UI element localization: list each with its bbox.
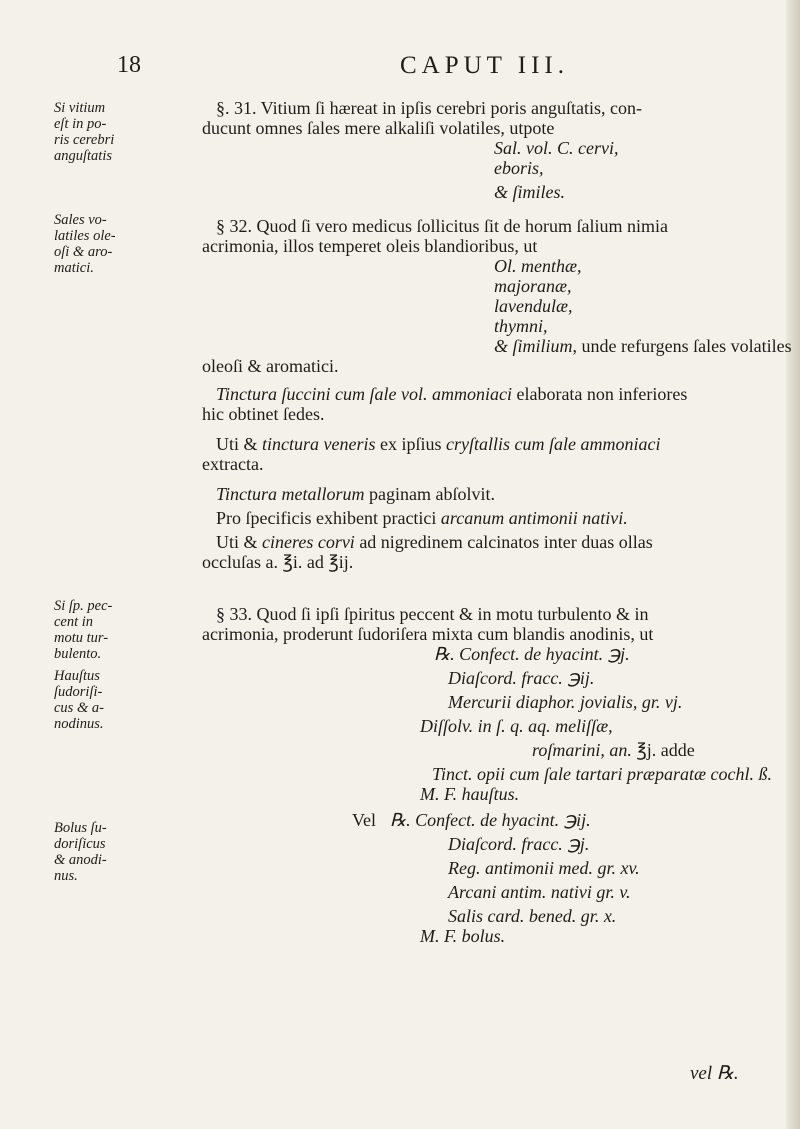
margin-line: oſi & aro- <box>54 244 113 260</box>
margin-line: ſudoriſi- <box>54 684 103 700</box>
margin-line: & anodi- <box>54 852 107 868</box>
text-part: , unde refurgens ſales volatiles <box>572 336 792 356</box>
formula-line: majoranæ, <box>494 276 572 296</box>
formula-line: Sal. vol. C. cervi, <box>494 138 619 158</box>
text-part: Uti & <box>216 434 263 454</box>
section-31 <box>202 98 798 202</box>
recipe-line: M. F. hauſtus. <box>420 784 520 804</box>
recipe-line: Arcani antim. nativi gr. v. <box>448 882 631 902</box>
margin-line: nus. <box>54 868 78 884</box>
text-part: Tinctura ſuccini cum ſale vol. ammoniaci <box>216 384 512 404</box>
recipe-line: Salis card. bened. gr. x. <box>448 906 617 926</box>
recipe-line: Mercurii diaphor. jovialis, gr. vj. <box>448 692 683 712</box>
recipe-line <box>202 740 798 760</box>
recipe-line: Diaſcord. fracc. ℈ij. <box>448 668 595 688</box>
recipe-line: Diſſolv. in ſ. q. aq. meliſſæ, <box>420 716 613 736</box>
margin-line: motu tur- <box>54 630 109 646</box>
catchword: vel ℞. <box>690 1063 739 1084</box>
margin-line: Si vitium <box>54 100 106 116</box>
recipe-part: roſmarini, an. <box>532 740 632 760</box>
margin-line: nodinus. <box>54 716 104 732</box>
margin-line: Sales vo- <box>54 212 107 228</box>
page-number: 18 <box>117 52 141 78</box>
text-line <box>202 434 798 454</box>
margin-note-3 <box>54 598 146 662</box>
text-part: elaborata non inferiores <box>511 384 688 404</box>
formula-line: & ſimiles. <box>494 182 565 202</box>
text-line <box>202 508 798 528</box>
formula-part: & ſimilium <box>494 336 573 356</box>
recipe-part: ℥j. adde <box>631 740 695 760</box>
margin-line: cus & a- <box>54 700 104 716</box>
text-line: oleoſi & aromatici. <box>202 356 339 376</box>
recipe-part: cochl. ß. <box>706 764 773 784</box>
margin-line: Si ſp. pec- <box>54 598 113 614</box>
text-part: Uti & <box>216 532 263 552</box>
margin-note-5 <box>54 820 146 884</box>
text-line: § 32. Quod ſi vero medicus ſollicitus ſit de horum ſalium nimia <box>216 216 668 236</box>
text-line <box>202 484 798 504</box>
margin-line: eſt in po- <box>54 116 107 132</box>
text-part: cryſtallis cum ſale ammoniaci <box>446 434 661 454</box>
text-part: tinctura veneris <box>262 434 376 454</box>
formula-line: eboris, <box>494 158 544 178</box>
text-part: ad nigredinem calcinatos inter duas ollas <box>354 532 653 552</box>
text-line: §. 31. Vitium ſi hæreat in ipſis cerebri poris anguſtatis, con- <box>216 98 643 118</box>
recipe-line <box>202 764 798 784</box>
recipe-line: Diaſcord. fracc. ℈j. <box>448 834 590 854</box>
margin-line: Hauſtus <box>54 668 100 684</box>
formula-line <box>202 336 798 356</box>
recipe-part: Vel <box>352 810 376 830</box>
recipe-line <box>202 810 798 830</box>
text-part: arcanum antimonii nativi. <box>440 508 628 528</box>
text-line: § 33. Quod ſi ipſi ſpiritus peccent & in motu turbulento & in <box>216 604 649 624</box>
formula-line: Ol. menthæ, <box>494 256 582 276</box>
margin-note-4 <box>54 668 146 732</box>
text-line: ducunt omnes ſales mere alkaliſi volatiles, utpote <box>202 118 555 138</box>
margin-line: doriſicus <box>54 836 106 852</box>
margin-line: bulento. <box>54 646 102 662</box>
section-33 <box>202 604 798 946</box>
chapter-title: CAPUT III. <box>400 52 569 79</box>
margin-line: Bolus ſu- <box>54 820 107 836</box>
section-32 <box>202 216 798 572</box>
margin-note-2 <box>54 212 146 276</box>
formula-line: lavendulæ, <box>494 296 573 316</box>
margin-line: ris cerebri <box>54 132 115 148</box>
text-line: occluſas a. ℥i. ad ℥ij. <box>202 552 354 572</box>
text-line: acrimonia, illos temperet oleis blandioribus, ut <box>202 236 538 256</box>
recipe-line: M. F. bolus. <box>420 926 506 946</box>
text-part: cineres corvi <box>262 532 355 552</box>
recipe-line: Reg. antimonii med. gr. xv. <box>448 858 640 878</box>
margin-line: cent in <box>54 614 94 630</box>
text-line <box>202 384 798 404</box>
margin-line: matici. <box>54 260 94 276</box>
margin-line: latiles ole- <box>54 228 116 244</box>
text-line: extracta. <box>202 454 264 474</box>
text-part: paginam abſolvit. <box>364 484 495 504</box>
formula-line: thymni, <box>494 316 548 336</box>
recipe-part: ℞. Confect. de hyacint. ℈ij. <box>390 810 591 830</box>
running-header <box>0 52 800 86</box>
text-part: Pro ſpecificis exhibent practici <box>216 508 441 528</box>
text-line <box>202 532 798 552</box>
text-line: hic obtinet ſedes. <box>202 404 325 424</box>
text-part: ex ipſius <box>375 434 446 454</box>
recipe-line: ℞. Confect. de hyacint. ℈j. <box>434 644 630 664</box>
margin-line: anguſtatis <box>54 148 113 164</box>
recipe-part: Tinct. opii cum ſale tartari præparatæ <box>432 764 707 784</box>
margin-note-1 <box>54 100 146 164</box>
text-part: Tinctura metallorum <box>216 484 365 504</box>
text-line: acrimonia, proderunt ſudoriſera mixta cum blandis anodinis, ut <box>202 624 654 644</box>
